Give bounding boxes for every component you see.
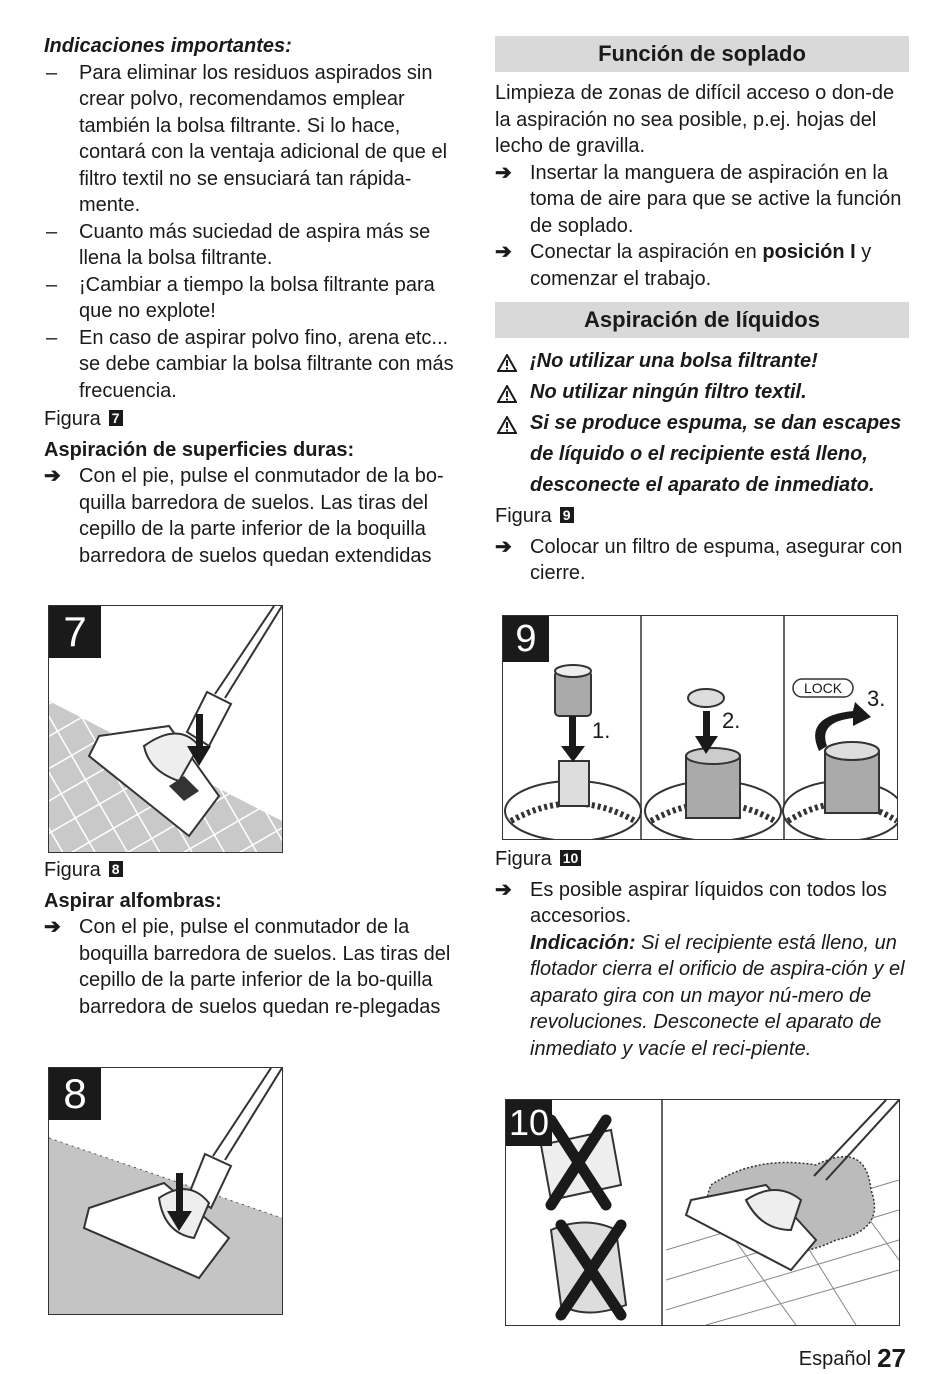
note-text: Para eliminar los residuos aspirados sin crear polvo, recomendamos emplear también la bolsa filtrante. Si lo hace, contará con la ventaja adicional de que el filtro textil no se ensuciará tan rápida-mente. (79, 61, 448, 216)
figure-8-illustration (48, 1067, 283, 1315)
step-text: Insertar la manguera de aspiración en la toma de aire para que se active la función de soplado. (530, 161, 902, 237)
arrow-icon: ➔ (495, 878, 512, 901)
step-text: Con el pie, pulse el conmutador de la bo-quilla barredora de suelos. Las tiras del cepillo de la parte inferior de la boquilla barredora de suelos quedan extendidas (79, 465, 444, 567)
note-text: Si el recipiente está lleno, un flotador cierra el orificio de aspira-ción y el aparato gira con un mayor nú-mero de revoluciones. Desconecte el aparato de inmediato y vacíe el reci-piente. (530, 931, 905, 1060)
arrow-icon: ➔ (495, 161, 512, 184)
right-column-lower (495, 844, 909, 1062)
blow-function-heading: Función de soplado (495, 36, 909, 72)
figure-number: 7 (109, 410, 123, 426)
dash-bullet: – (46, 61, 58, 84)
blow-intro: Limpieza de zonas de difícil acceso o don-de la aspiración no sea posible, p.ej. hojas del lecho de gravilla. (495, 82, 895, 157)
arrow-icon: ➔ (44, 465, 61, 487)
figure-ref-7 (44, 406, 459, 433)
left-column (44, 33, 459, 569)
step-3-label: 3. (867, 686, 886, 711)
foam-filter-steps-drawing (503, 616, 897, 839)
blow-step (495, 160, 909, 240)
figure-9-badge: 9 (503, 616, 549, 662)
liquid-suction-heading: Aspiración de líquidos (495, 302, 909, 338)
figure-7-illustration (48, 605, 283, 853)
figure-10-illustration (505, 1099, 900, 1326)
figure-number: 9 (560, 507, 574, 523)
figure-10-badge: 10 (506, 1100, 552, 1146)
note-block (495, 930, 909, 1063)
step-text-a: Conectar la aspiración en (530, 241, 757, 263)
note-text: ¡Cambiar a tiempo la bolsa filtrante para que no explote! (79, 273, 435, 322)
figure-label: Figura (495, 505, 552, 527)
step-text: Es posible aspirar líquidos con todos los accesorios. (530, 878, 887, 927)
warning-item (495, 377, 909, 408)
foam-filter-step (495, 534, 909, 587)
figure-ref-9 (495, 503, 909, 530)
arrow-icon: ➔ (495, 535, 512, 558)
figure-number: 8 (109, 861, 123, 877)
hard-floor-step (44, 463, 459, 569)
note-item (44, 60, 459, 219)
step-2-label: 2. (722, 708, 741, 733)
step-1-label: 1. (592, 718, 611, 743)
warning-text: No utilizar ningún filtro textil. (530, 381, 807, 403)
step-text: Con el pie, pulse el conmutador de la boquilla barredora de suelos. Las tiras del cepillo de la parte inferior de la bo-quilla barredora de suelos quedan re-plegadas (79, 916, 451, 1018)
step-text: Colocar un filtro de espuma, asegurar con cierre. (530, 535, 903, 584)
warning-item (495, 346, 909, 377)
lock-label: LOCK (803, 680, 843, 696)
page-number: 27 (877, 1343, 906, 1373)
figure-label: Figura (495, 848, 552, 870)
notes-title: Indicaciones importantes: (44, 35, 292, 57)
dash-bullet: – (46, 273, 58, 296)
no-filter-drawing (506, 1100, 899, 1325)
figure-label: Figura (44, 408, 101, 430)
liquid-step (495, 877, 909, 930)
figure-7-badge: 7 (49, 606, 101, 658)
note-item (44, 219, 459, 272)
figure-9-illustration (502, 615, 898, 840)
footer-language: Español (798, 1348, 872, 1370)
carpet-title: Aspirar alfombras: (44, 889, 222, 912)
arrow-icon: ➔ (495, 241, 512, 263)
left-column-lower (44, 855, 459, 1020)
note-label: Indicación: (530, 931, 636, 954)
note-text: En caso de aspirar polvo fino, arena etc... se debe cambiar la bolsa filtrante con más frecuencia. (79, 326, 454, 402)
dash-bullet: – (46, 220, 58, 243)
warning-item (495, 408, 909, 501)
figure-ref-8 (44, 857, 459, 884)
right-column (495, 36, 909, 587)
figure-8-badge: 8 (49, 1068, 101, 1120)
step-text-c: y comenzar el trabajo. (530, 241, 872, 290)
carpet-step (44, 914, 459, 1020)
figure-ref-10 (495, 846, 909, 873)
dash-bullet: – (46, 326, 58, 349)
hard-floor-title: Aspiración de superficies duras: (44, 438, 355, 461)
figure-number: 10 (560, 850, 582, 866)
figure-label: Figura (44, 859, 101, 881)
page-footer (799, 1343, 906, 1374)
note-text: Cuanto más suciedad de aspira más se llena la bolsa filtrante. (79, 220, 431, 269)
warning-text: Si se produce espuma, se dan escapes de líquido o el recipiente está lleno, desconecte el aparato de inmediato. (530, 412, 902, 496)
warning-icon (497, 413, 517, 444)
arrow-icon: ➔ (44, 916, 61, 938)
blow-step (495, 239, 909, 292)
note-item (44, 325, 459, 405)
step-text-b: posición I (762, 241, 856, 263)
warning-text: ¡No utilizar una bolsa filtrante! (530, 350, 818, 372)
note-item (44, 272, 459, 325)
